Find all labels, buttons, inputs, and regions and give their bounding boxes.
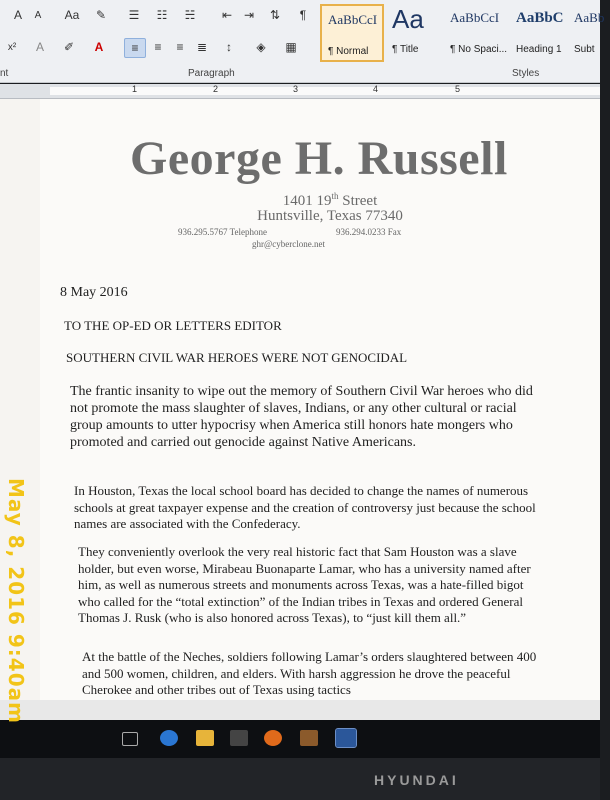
style-no-spacing[interactable] xyxy=(444,4,508,62)
letter-addressee: TO THE OP-ED OR LETTERS EDITOR xyxy=(64,318,282,333)
store-icon[interactable] xyxy=(230,730,248,746)
clear-format-icon[interactable]: ✎ xyxy=(95,8,107,22)
letterhead-fax: 936.294.0233 Fax xyxy=(336,227,402,237)
style-title[interactable] xyxy=(386,4,440,62)
shading-icon[interactable]: ◈ xyxy=(256,40,266,54)
photo-timestamp: May 8, 2016 9:40am xyxy=(4,478,28,724)
document-page[interactable] xyxy=(40,99,600,700)
firefox-icon[interactable] xyxy=(264,730,282,746)
style-heading-1[interactable] xyxy=(510,4,574,62)
bullets-icon[interactable]: ☰ xyxy=(128,8,140,22)
styles-group-label: Styles xyxy=(512,68,540,79)
line-spacing-icon[interactable]: ↕ xyxy=(226,40,232,54)
style-name: ¶ No Spaci... xyxy=(450,44,508,55)
style-normal[interactable] xyxy=(320,4,384,62)
taskbar xyxy=(0,720,600,758)
numbering-icon[interactable]: ☷ xyxy=(156,8,168,22)
style-name: ¶ Normal xyxy=(328,46,369,57)
task-view-icon[interactable] xyxy=(122,732,138,746)
ribbon xyxy=(0,0,605,83)
style-preview: AaBb xyxy=(574,10,605,25)
app-icon[interactable] xyxy=(300,730,318,746)
styles-gallery xyxy=(320,4,605,62)
paragraph-group-label: Paragraph xyxy=(188,68,235,79)
ruler-number: 5 xyxy=(455,84,461,94)
file-explorer-icon[interactable] xyxy=(196,730,214,746)
letterhead-city: Huntsville, Texas 77340 xyxy=(257,208,403,224)
pilcrow-icon[interactable]: ¶ xyxy=(299,8,307,22)
ruler-number: 3 xyxy=(293,84,299,94)
change-case-button[interactable]: Aa xyxy=(64,8,80,22)
letterhead-street: 1401 19th Street xyxy=(282,191,378,209)
letterhead-name: George H. Russell xyxy=(130,132,508,185)
style-name: ¶ Title xyxy=(392,44,419,55)
style-name: Heading 1 xyxy=(516,44,562,55)
highlight-icon[interactable]: ✐ xyxy=(63,40,75,54)
document-area[interactable] xyxy=(0,99,600,700)
letterhead-phone: 936.295.5767 Telephone xyxy=(178,227,267,237)
letter-date: 8 May 2016 xyxy=(60,285,128,300)
decrease-indent-icon[interactable]: ⇤ xyxy=(221,8,233,22)
status-bar xyxy=(0,700,600,720)
font-color-icon[interactable]: A xyxy=(94,40,104,54)
monitor-brand-logo: HYUNDAI xyxy=(374,772,459,788)
align-left-button[interactable]: ≡ xyxy=(124,38,146,58)
ruler-number: 2 xyxy=(213,84,219,94)
style-preview: AaBbCcI xyxy=(328,12,378,27)
sort-icon[interactable]: ⇅ xyxy=(269,8,281,22)
edge-browser-icon[interactable] xyxy=(160,730,178,746)
style-preview: AaBbC xyxy=(516,10,564,26)
increase-indent-icon[interactable]: ⇥ xyxy=(243,8,255,22)
borders-icon[interactable]: ▦ xyxy=(285,40,297,54)
font-group-label: nt xyxy=(0,68,9,79)
ruler-number: 1 xyxy=(132,84,138,94)
grow-font-button[interactable]: A xyxy=(13,8,22,22)
style-name: Subt xyxy=(574,44,595,55)
letter-paragraph-1: The frantic insanity to wipe out the memory of Southern Civil War heroes who did not promote the mass slaughter of slaves, Indians, or any other cultural or racial group amounts to utter hypocrisy when America still honors hate mongers who promoted and carried out genocide against Native Americans. xyxy=(70,384,533,450)
superscript-icon[interactable]: x² xyxy=(7,41,17,53)
shrink-font-button[interactable]: A xyxy=(34,9,42,21)
style-subtitle[interactable] xyxy=(568,4,605,62)
word-app-icon[interactable] xyxy=(336,729,356,747)
align-right-icon[interactable]: ≡ xyxy=(176,40,184,54)
text-effects-icon[interactable]: A xyxy=(35,40,44,54)
multilevel-list-icon[interactable]: ☵ xyxy=(184,8,196,22)
letter-paragraph-2: In Houston, Texas the local school board has decided to change the names of numerous schools at great taxpayer expense and the creation of controversy just because the school names are associated with the Confederacy. xyxy=(74,483,536,531)
justify-icon[interactable]: ≣ xyxy=(196,40,208,54)
letter-paragraph-4: At the battle of the Neches, soldiers following Lamar’s orders slaughtered between 400 and 500 women, children, and elders. With harsh aggression he drove the peaceful Cherokee and other tribes out of Texas using tactics xyxy=(82,649,537,697)
ruler[interactable] xyxy=(0,84,600,99)
style-preview: Aa xyxy=(392,4,424,34)
monitor-bezel xyxy=(0,758,600,800)
letter-headline: SOUTHERN CIVIL WAR HEROES WERE NOT GENOCIDAL xyxy=(66,350,408,365)
letterhead-email: ghr@cyberclone.net xyxy=(252,239,326,249)
ruler-number: 4 xyxy=(373,84,379,94)
align-center-icon[interactable]: ≡ xyxy=(154,40,162,54)
style-preview: AaBbCcI xyxy=(450,10,500,25)
letter-paragraph-3: They conveniently overlook the very real historic fact that Sam Houston was a slave holder, but even worse, Mirabeau Buonaparte Lamar, who has a university named after him, as well as numerous streets and monuments across Texas, was a hate-filled bigot who called for the “total extinction” of the Indian tribes in Texas and ordered General Thomas J. Rusk (who is also honored across Texas), to “just kill them all.” xyxy=(78,544,531,625)
